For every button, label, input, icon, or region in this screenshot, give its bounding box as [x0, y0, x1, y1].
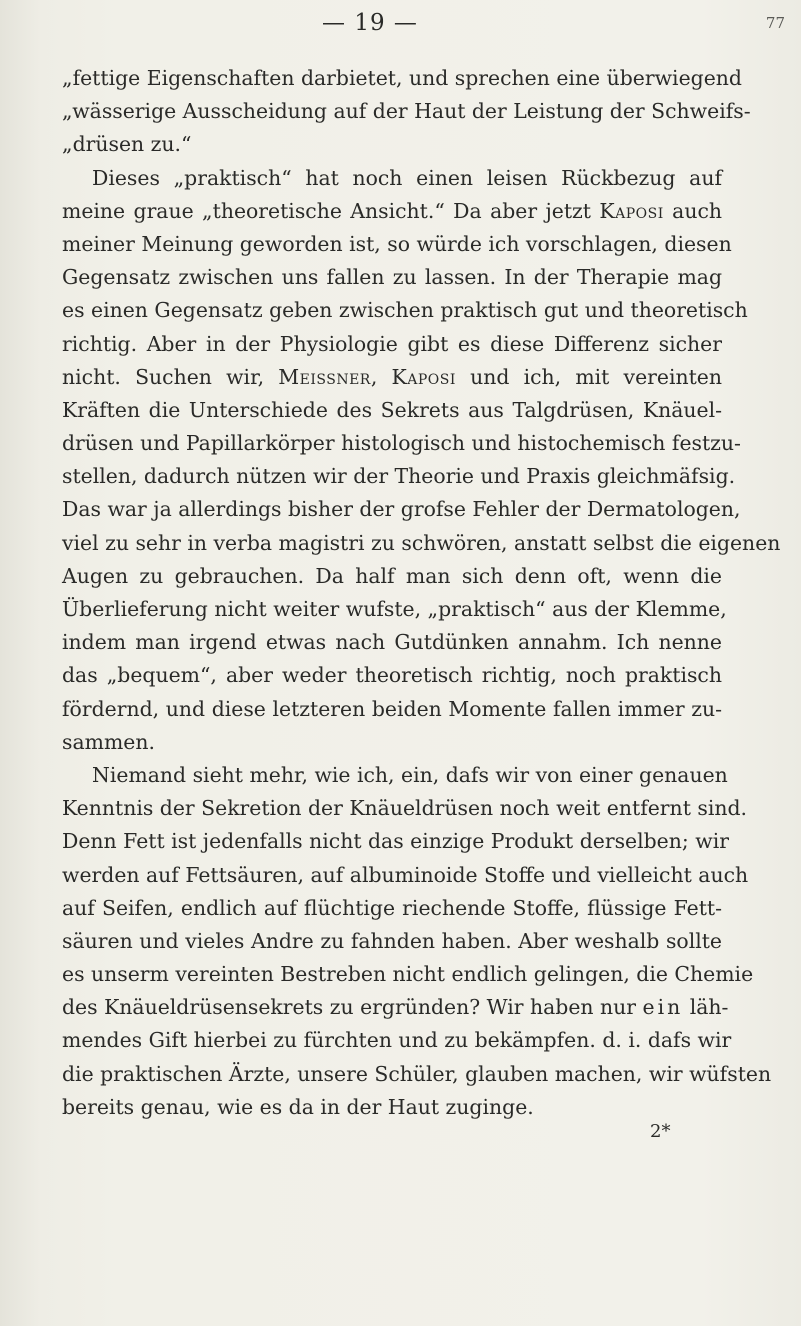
text-line: werden auf Fettsäuren, auf albuminoide Stoffe und vielleicht auch [62, 862, 749, 887]
text-line: nicht. Suchen wir, Meissner, Kaposi und ich, mit vereinten [62, 364, 722, 389]
text-line: Das war ja allerdings bisher der grofse Fehler der Dermatologen, [62, 497, 741, 522]
text-line: säuren und vieles Andre zu fahnden haben. Aber weshalb sollte [62, 928, 722, 953]
text-line: Überlieferung nicht weiter wufste, „praktisch“ aus der Klemme, [62, 597, 727, 621]
text-line: Kräften die Unterschiede des Sekrets aus Talgdrüsen, Knäuel- [62, 397, 722, 422]
text-line: bereits genau, wie es da in der Haut zuginge. [62, 1094, 534, 1119]
text-line: drüsen und Papillarkörper histologisch und histochemisch festzu- [62, 431, 741, 456]
text-line: viel zu sehr in verba magistri zu schwören, anstatt selbst die eigenen [62, 530, 781, 555]
text-line: richtig. Aber in der Physiologie gibt es diese Differenz sicher [62, 331, 722, 356]
text-line: „drüsen zu.“ [62, 132, 192, 157]
page-number: — 19 — [322, 10, 418, 36]
text-line: des Knäueldrüsensekrets zu ergründen? Wir haben nur ein läh- [62, 995, 729, 1020]
text-line: fördernd, und diese letzteren beiden Momente fallen immer zu- [62, 696, 722, 721]
text-line: Gegensatz zwischen uns fallen zu lassen. In der Therapie mag [62, 265, 722, 290]
text-line: Kenntnis der Sekretion der Knäueldrüsen noch weit entfernt sind. [62, 796, 748, 821]
text-line: sammen. [62, 729, 155, 754]
author-name-kaposi: Kaposi [599, 198, 664, 223]
text-line: Niemand sieht mehr, wie ich, ein, dafs wir von einer genauen [92, 762, 728, 787]
text-line: Denn Fett ist jedenfalls nicht das einzige Produkt derselben; wir [62, 829, 729, 854]
signature-mark: 2* [650, 1121, 671, 1142]
folio-number: 77 [765, 14, 785, 32]
text-line: es einen Gegensatz geben zwischen praktisch gut und theoretisch [62, 298, 748, 323]
text-line: es unserm vereinten Bestreben nicht endlich gelingen, die Chemie [62, 962, 754, 987]
text-line: das „bequem“, aber weder theoretisch richtig, noch praktisch [62, 663, 722, 688]
text-line: meiner Meinung geworden ist, so würde ich vorschlagen, diesen [62, 231, 732, 256]
text-line: „wässerige Ausscheidung auf der Haut der Leistung der Schweifs- [62, 99, 751, 124]
text-line: stellen, dadurch nützen wir der Theorie und Praxis gleichmäfsig. [62, 464, 736, 489]
body-text [62, 62, 781, 1124]
text-line: Dieses „praktisch“ hat noch einen leisen Rückbezug auf [92, 165, 722, 190]
text-line: mendes Gift hierbei zu fürchten und zu bekämpfen. d. i. dafs wir [62, 1028, 732, 1053]
page-header [0, 10, 801, 44]
text-line: indem man irgend etwas nach Gutdünken annahm. Ich nenne [62, 630, 722, 655]
author-name-kaposi: Kaposi [391, 364, 456, 389]
text-line: „fettige Eigenschaften darbietet, und sprechen eine überwiegend [62, 66, 742, 90]
author-name-meissner: Meissner [278, 364, 371, 389]
spaced-word: ein [642, 995, 684, 1020]
text-line: Augen zu gebrauchen. Da half man sich denn oft, wenn die [62, 563, 722, 588]
text-line: meine graue „theoretische Ansicht.“ Da aber jetzt Kaposi auch [62, 198, 722, 223]
text-line: die praktischen Ärzte, unsere Schüler, glauben machen, wir wüfsten [62, 1061, 772, 1086]
text-line: auf Seifen, endlich auf flüchtige riechende Stoffe, flüssige Fett- [62, 895, 722, 920]
